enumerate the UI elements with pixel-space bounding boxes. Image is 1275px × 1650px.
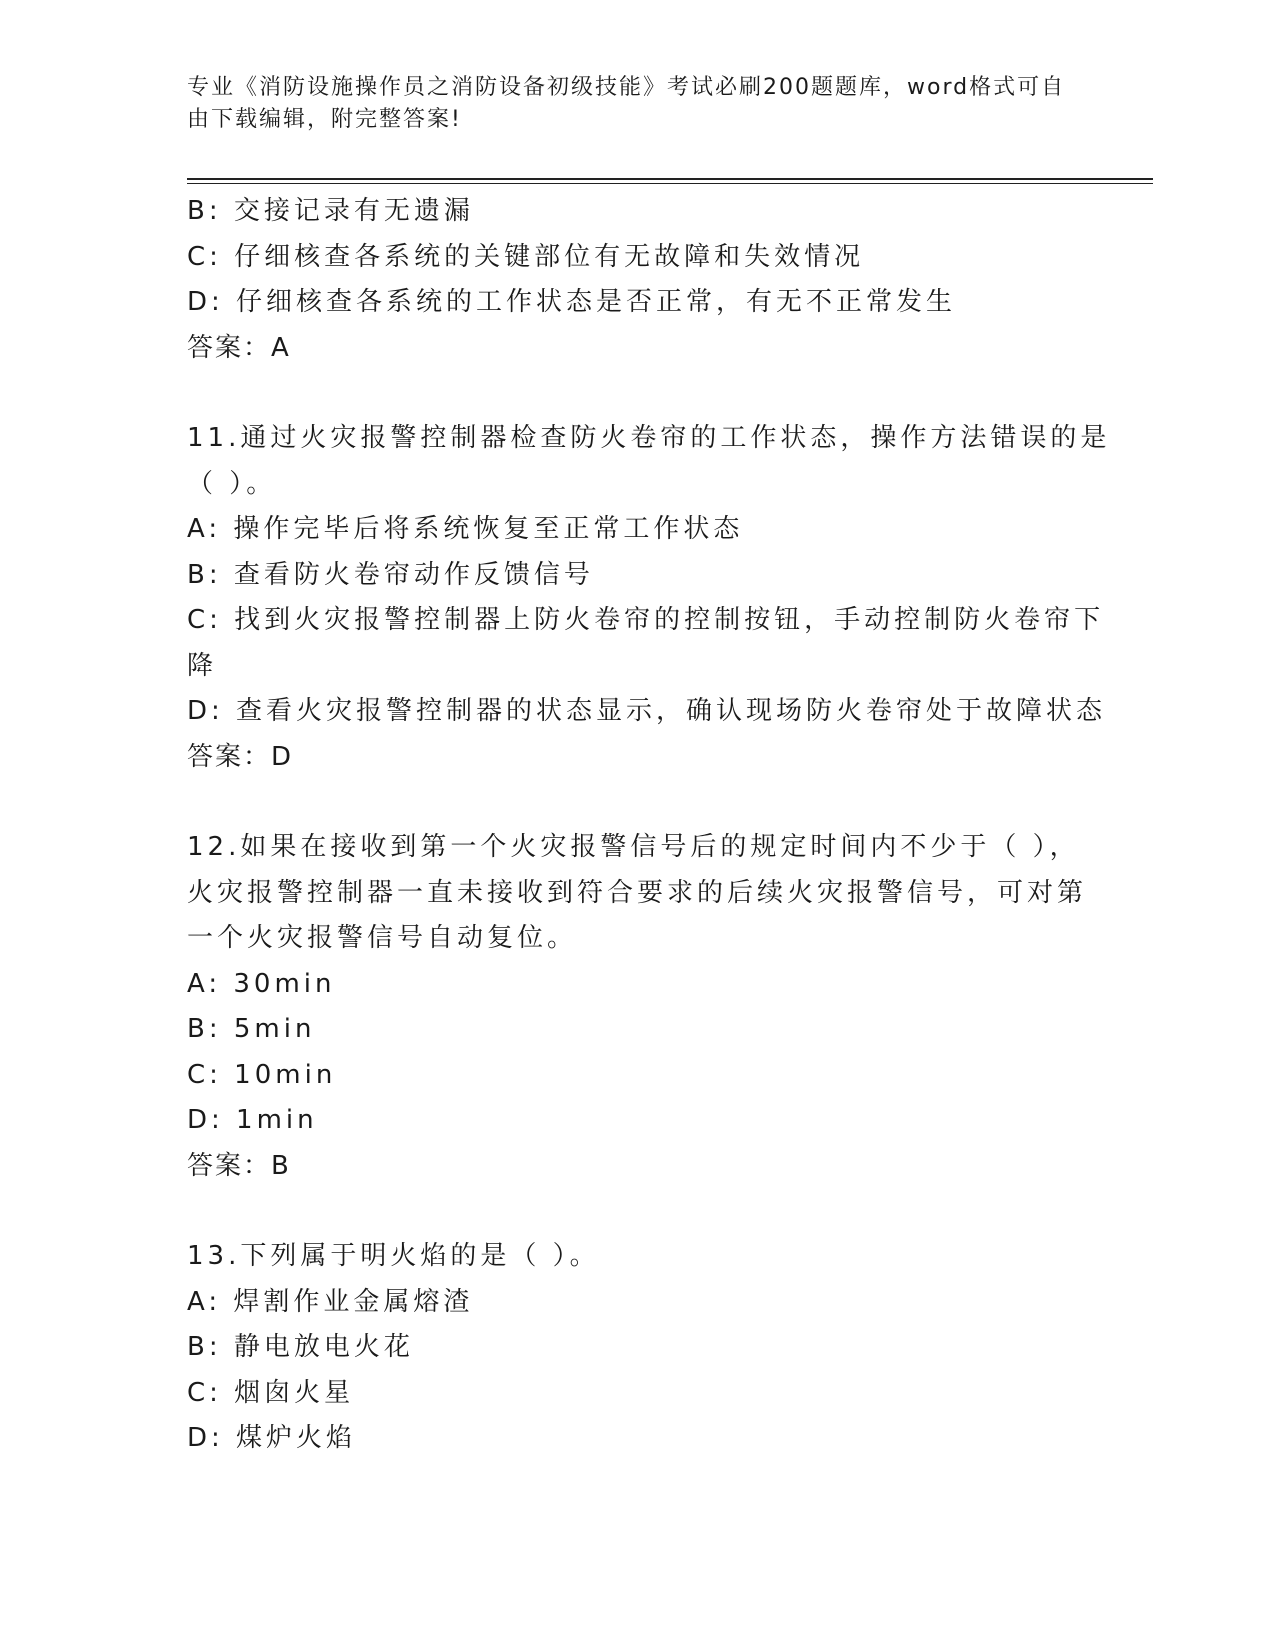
option-d: D: 1min	[187, 1105, 318, 1135]
question-stem: 火灾报警控制器一直未接收到符合要求的后续火灾报警信号，可对第	[187, 877, 1088, 908]
option-d: D: 仔细核查各系统的工作状态是否正常，有无不正常发生	[187, 287, 957, 317]
option-a: A: 30min	[187, 968, 336, 999]
question-stem: 11.通过火灾报警控制器检查防火卷帘的工作状态，操作方法错误的是	[187, 423, 1111, 453]
option-c: C: 烟囱火星	[187, 1377, 355, 1408]
header-rule-thin	[187, 183, 1153, 184]
option-d: D: 煤炉火焰	[187, 1423, 357, 1453]
option-b: B: 查看防火卷帘动作反馈信号	[187, 559, 594, 590]
option-d: D: 查看火灾报警控制器的状态显示，确认现场防火卷帘处于故障状态	[187, 696, 1107, 726]
answer: 答案：D	[187, 741, 294, 772]
question-13	[187, 1234, 1087, 1462]
option-c: C: 仔细核查各系统的关键部位有无故障和失效情况	[187, 241, 865, 272]
option-a: A: 焊割作业金属熔渣	[187, 1286, 474, 1317]
header-text: 专业《消防设施操作员之消防设备初级技能》考试必刷200题题库，word格式可自由下载编辑，附完整答案!	[187, 75, 1066, 132]
question-stem: 一个火灾报警信号自动复位。	[187, 923, 578, 953]
question-stem: （ ）。	[187, 468, 277, 499]
header-rule-thick	[187, 178, 1153, 180]
question-12	[187, 825, 1087, 1189]
option-c: C: 10min	[187, 1059, 337, 1090]
answer: 答案：B	[187, 1150, 291, 1181]
question-stem: 13.下列属于明火焰的是（ ）。	[187, 1241, 600, 1271]
answer: 答案：A	[187, 332, 291, 363]
option-c-continued: 降	[187, 650, 218, 681]
question-10-continued	[187, 189, 1087, 371]
document-body	[187, 189, 1111, 1462]
option-b: B: 5min	[187, 1014, 316, 1044]
question-stem: 12.如果在接收到第一个火灾报警信号后的规定时间内不少于（ ），	[187, 832, 1080, 862]
option-a: A: 操作完毕后将系统恢复至正常工作状态	[187, 514, 744, 544]
option-c: C: 找到火灾报警控制器上防火卷帘的控制按钮，手动控制防火卷帘下	[187, 605, 1105, 635]
question-11	[187, 416, 1111, 780]
document-header	[187, 72, 1067, 136]
option-b: B: 静电放电火花	[187, 1332, 414, 1362]
option-b: B: 交接记录有无遗漏	[187, 196, 474, 226]
